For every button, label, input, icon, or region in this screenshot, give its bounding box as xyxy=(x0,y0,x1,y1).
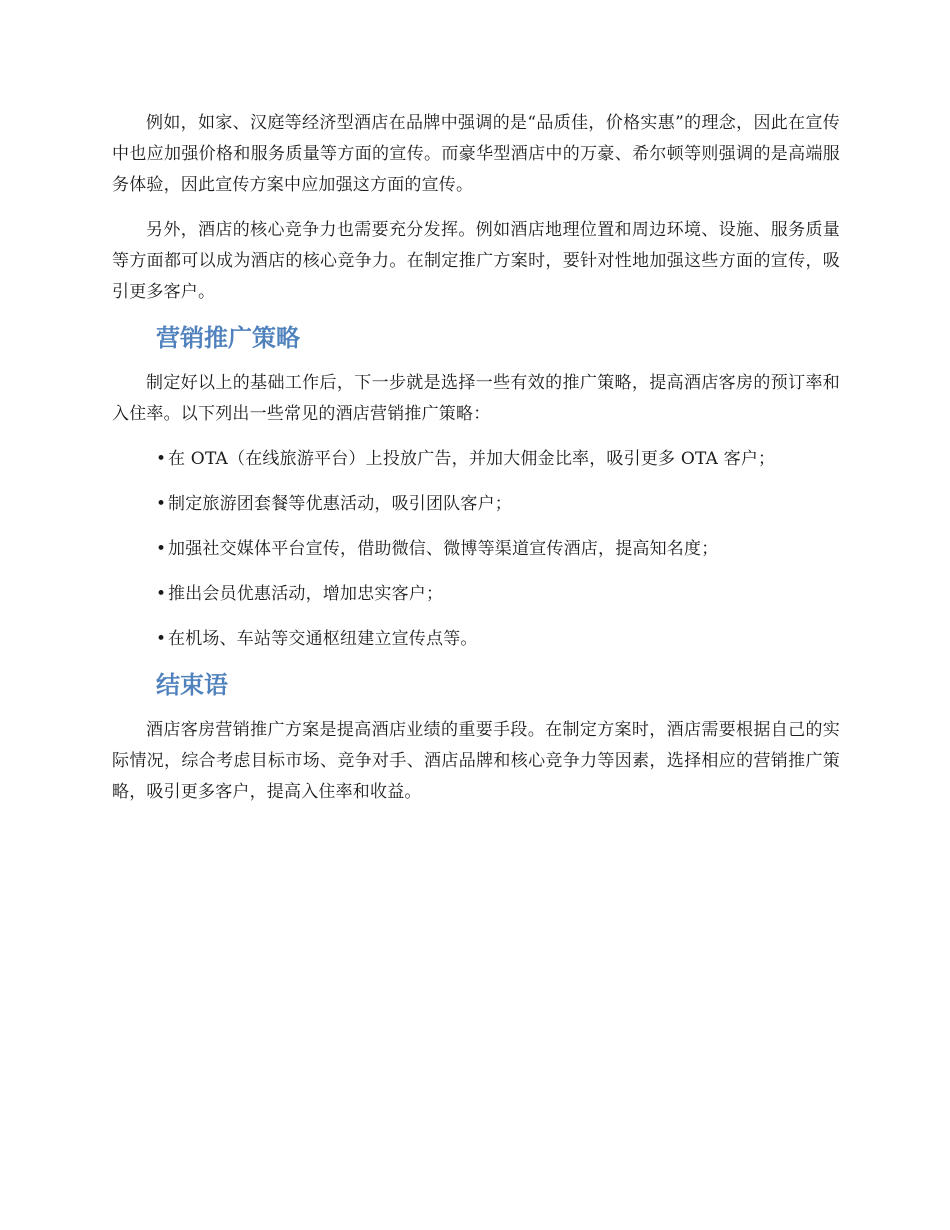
bullet-icon: • xyxy=(156,449,167,469)
strategy-bullet-list xyxy=(112,444,840,655)
bullet-icon: • xyxy=(156,494,167,514)
list-item-text: 加强社交媒体平台宣传，借助微信、微博等渠道宣传酒店，提高知名度； xyxy=(168,539,719,559)
heading-conclusion: 结束语 xyxy=(156,671,228,699)
paragraph-brand-positioning: 例如，如家、汉庭等经济型酒店在品牌中强调的是“品质佳，价格实惠”的理念，因此在宣传中也应加强价格和服务质量等方面的宣传。而豪华型酒店中的万豪、希尔顿等则强调的是高端服务体验，因此宣传方案中应加强这方面的宣传。 xyxy=(112,113,840,195)
bullet-icon: • xyxy=(156,539,167,559)
list-item-text: 推出会员优惠活动，增加忠实客户； xyxy=(168,584,444,604)
paragraph-core-competitiveness: 另外，酒店的核心竞争力也需要充分发挥。例如酒店地理位置和周边环境、设施、服务质量等方面都可以成为酒店的核心竞争力。在制定推广方案时，要针对性地加强这些方面的宣传，吸引更多客户。 xyxy=(112,220,840,302)
heading-marketing-strategy: 营销推广策略 xyxy=(156,324,300,352)
bullet-icon: • xyxy=(156,584,167,604)
list-item xyxy=(156,489,840,520)
paragraph-conclusion: 酒店客房营销推广方案是提高酒店业绩的重要手段。在制定方案时，酒店需要根据自己的实际情况，综合考虑目标市场、竞争对手、酒店品牌和核心竞争力等因素，选择相应的营销推广策略，吸引更多客户，提高入住率和收益。 xyxy=(112,720,840,802)
document-page xyxy=(112,108,840,822)
list-item xyxy=(156,444,840,475)
list-item xyxy=(156,624,840,655)
list-item-text: 制定旅游团套餐等优惠活动，吸引团队客户； xyxy=(168,494,512,514)
bullet-icon: • xyxy=(156,629,167,649)
list-item xyxy=(156,534,840,565)
list-item xyxy=(156,579,840,610)
list-item-text: 在机场、车站等交通枢纽建立宣传点等。 xyxy=(168,629,478,649)
list-item-text: 在 OTA（在线旅游平台）上投放广告，并加大佣金比率，吸引更多 OTA 客户； xyxy=(168,449,776,469)
paragraph-strategy-intro: 制定好以上的基础工作后，下一步就是选择一些有效的推广策略，提高酒店客房的预订率和入住率。以下列出一些常见的酒店营销推广策略： xyxy=(112,373,840,424)
